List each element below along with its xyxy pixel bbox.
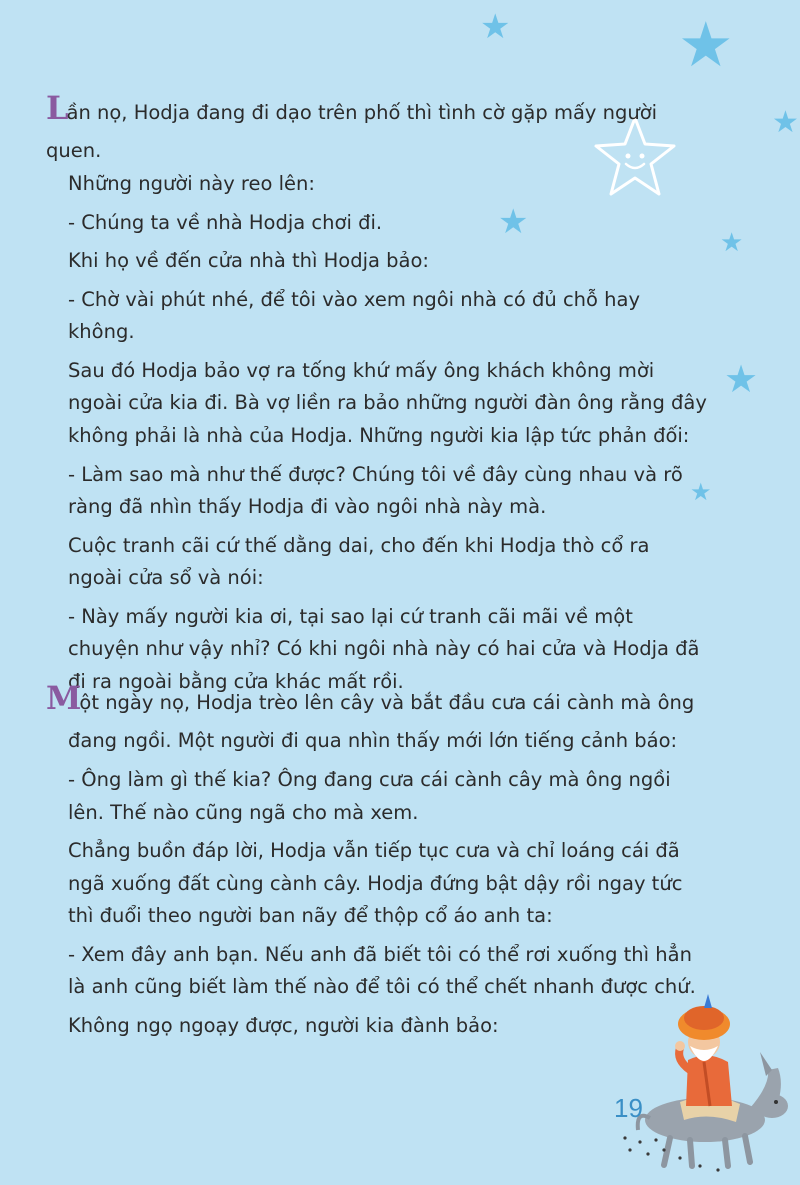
drop-cap: M	[46, 679, 80, 717]
star-icon: ★	[498, 202, 529, 242]
paragraph: Khi họ về đến cửa nhà thì Hodja bảo:	[68, 249, 429, 273]
paragraph: Những người này reo lên:	[68, 172, 315, 195]
story-1-first-line: Lần nọ, Hodja đang đi dạo trên phố thì tình cờ gặp mấy người quen.	[46, 89, 658, 163]
star-icon: ★	[480, 7, 511, 47]
paragraph: - Ông làm gì thế kia? Ông đang cưa cái cành cây mà ông ngồi lên. Thế nào cũng ngã cho mà xem.	[68, 768, 671, 824]
story-2-first-line: Một ngày nọ, Hodja trèo lên cây và bắt đầu cưa cái cành mà ông	[46, 679, 695, 717]
paragraph: - Xem đây anh bạn. Nếu anh đã biết tôi có thể rơi xuống thì hẳn là anh cũng biết làm thế nào để tôi có thể chết nhanh được chứ.	[68, 942, 696, 999]
paragraph: Chẳng buồn đáp lời, Hodja vẫn tiếp tục cưa và chỉ loáng cái đã ngã xuống đất cùng cành cây. Hodja đứng bật dậy rồi ngay tức thì đuổi theo người ban nãy để thộp cổ áo anh ta:	[68, 839, 683, 928]
paragraph: - Chờ vài phút nhé, để tôi vào xem ngôi nhà có đủ chỗ hay không.	[68, 287, 641, 344]
paragraph: Cuộc tranh cãi cứ thế dằng dai, cho đến khi Hodja thò cổ ra ngoài cửa sổ và nói:	[68, 533, 650, 590]
paragraph: - Này mấy người kia ơi, tại sao lại cứ tranh cãi mãi về một chuyện như vậy nhỉ? Có khi ngôi nhà này có hai cửa và Hodja đã đi ra ngoài bằng cửa khác mất rồi.	[68, 604, 700, 693]
paragraph: Sau đó Hodja bảo vợ ra tống khứ mấy ông khách không mời ngoài cửa kia đi. Bà vợ liền ra bảo những người đàn ông rằng đây không phải là nhà của Hodja. Những người kia lập tức phản đối:	[68, 358, 707, 447]
star-icon: ★	[690, 478, 712, 506]
star-icon: ★	[720, 228, 744, 258]
story-2	[46, 672, 708, 1043]
star-icon: ★	[724, 357, 759, 401]
star-icon: ★	[678, 8, 734, 81]
paragraph: Không ngọ ngoạy được, người kia đành bảo:	[68, 1013, 499, 1037]
paragraph: - Làm sao mà như thế được? Chúng tôi về đây cùng nhau và rõ ràng đã nhìn thấy Hodja đi vào ngôi nhà này mà.	[68, 462, 683, 519]
hodja-on-donkey-illustration	[600, 990, 800, 1180]
drop-cap: L	[46, 89, 67, 127]
star-icon: ★	[772, 105, 799, 140]
paragraph: đang ngồi. Một người đi qua nhìn thấy mới lớn tiếng cảnh báo:	[68, 729, 678, 753]
page-number: 19	[614, 1093, 643, 1123]
paragraph: - Chúng ta về nhà Hodja chơi đi.	[68, 210, 383, 234]
